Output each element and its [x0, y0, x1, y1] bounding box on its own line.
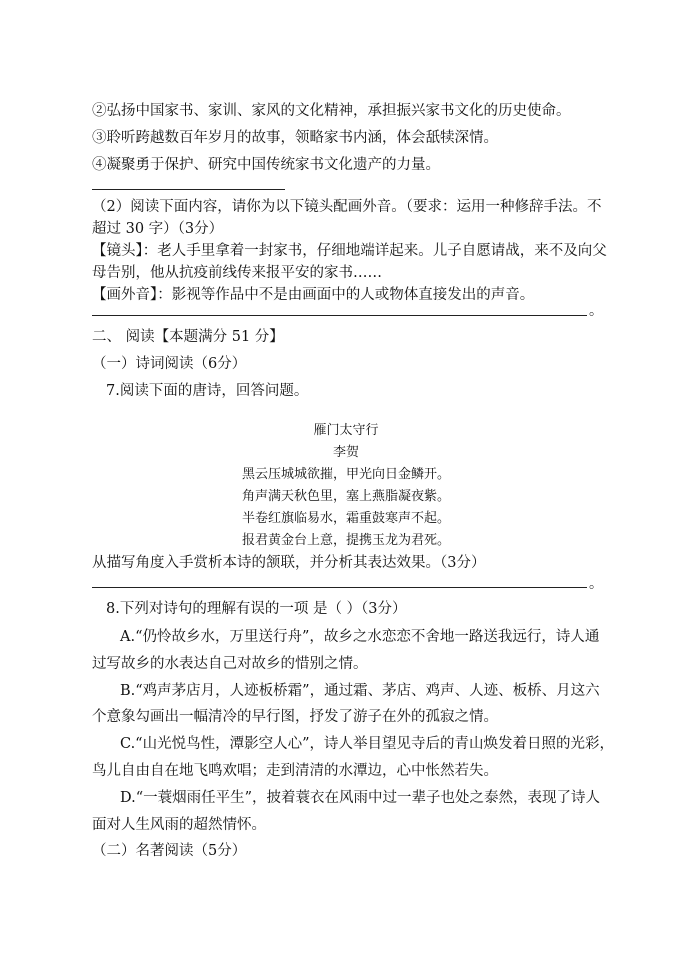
q2-prompt-line2: 超过 30 字）（3分） [92, 221, 224, 237]
q8-option-b-line2: 个意象勾画出一幅清冷的早行图，抒发了游子在外的孤寂之情。 [92, 709, 498, 725]
poem-title: 雁门太守行 [313, 423, 379, 438]
part-1-title: （一）诗词阅读（6分） [92, 356, 247, 372]
part-2-title: （二）名著阅读（5分） [92, 843, 247, 859]
poem-line-1: 黑云压城城欲摧，甲光向日金鳞开。 [241, 467, 450, 482]
section-2-title: 二、 阅读【本题满分 51 分】 [92, 329, 284, 345]
q2-prompt-line1: （2）阅读下面内容，请你为以下镜头配画外音。（要求：运用一种修辞手法。不 [92, 199, 602, 215]
q2-shot-line1: 【镜头】：老人手里拿着一封家书，仔细地端详起来。儿子自愿请战，来不及向父 [92, 243, 607, 259]
q8-option-c-line2: 鸟儿自由自在地飞鸣欢唱；走到清清的水潭边，心中怅然若失。 [92, 763, 498, 779]
answer-line-q2-period: 。 [589, 303, 603, 319]
poem-author: 李贺 [332, 445, 359, 460]
q8-option-a-line1: A.“仍怜故乡水，万里送行舟”，故乡之水恋恋不舍地一路送我远行，诗人通 [120, 629, 600, 645]
q7-prompt: 7.阅读下面的唐诗，回答问题。 [106, 383, 309, 399]
poem-line-2: 角声满天秋色里，塞上燕脂凝夜紫。 [241, 489, 450, 504]
footnote-divider [92, 189, 285, 190]
poem-line-4: 报君黄金台上意，提携玉龙为君死。 [241, 533, 450, 548]
intro-item-4: ④凝聚勇于保护、研究中国传统家书文化遗产的力量。 [92, 157, 440, 173]
q8-option-d-line1: D.“一蓑烟雨任平生”，披着蓑衣在风雨中过一辈子也处之泰然，表现了诗人 [120, 790, 601, 806]
q7-task: 从描写角度入手赏析本诗的颔联，并分析其表达效果。（3分） [92, 555, 486, 571]
intro-item-3: ③聆听跨越数百年岁月的故事，领略家书内涵，体会舐犊深情。 [92, 130, 498, 146]
q8-option-a-line2: 过写故乡的水表达自己对故乡的惜别之情。 [92, 656, 368, 672]
q8-option-b-line1: B.“鸡声茅店月，人迹板桥霜”，通过霜、茅店、鸡声、人迹、板桥、月这六 [120, 683, 600, 699]
answer-line-q2 [92, 315, 587, 316]
answer-line-q7 [92, 587, 587, 588]
q8-option-c-line1: C.“山光悦鸟性，潭影空人心”，诗人举目望见寺后的青山焕发着日照的光彩， [120, 736, 615, 752]
q8-option-d-line2: 面对人生风雨的超然情怀。 [92, 817, 266, 833]
answer-line-q7-period: 。 [589, 576, 603, 592]
poem-line-3: 半卷红旗临易水，霜重鼓寒声不起。 [241, 511, 450, 526]
q2-voiceover: 【画外音】：影视等作品中不是由画面中的人或物体直接发出的声音。 [92, 287, 535, 303]
q8-stem: 8.下列对诗句的理解有误的一项 是（ ）（3分） [106, 601, 407, 617]
intro-item-2: ②弘扬中国家书、家训、家风的文化精神，承担振兴家书文化的历史使命。 [92, 103, 571, 119]
q2-shot-line2: 母告别，他从抗疫前线传来报平安的家书…… [92, 265, 382, 281]
